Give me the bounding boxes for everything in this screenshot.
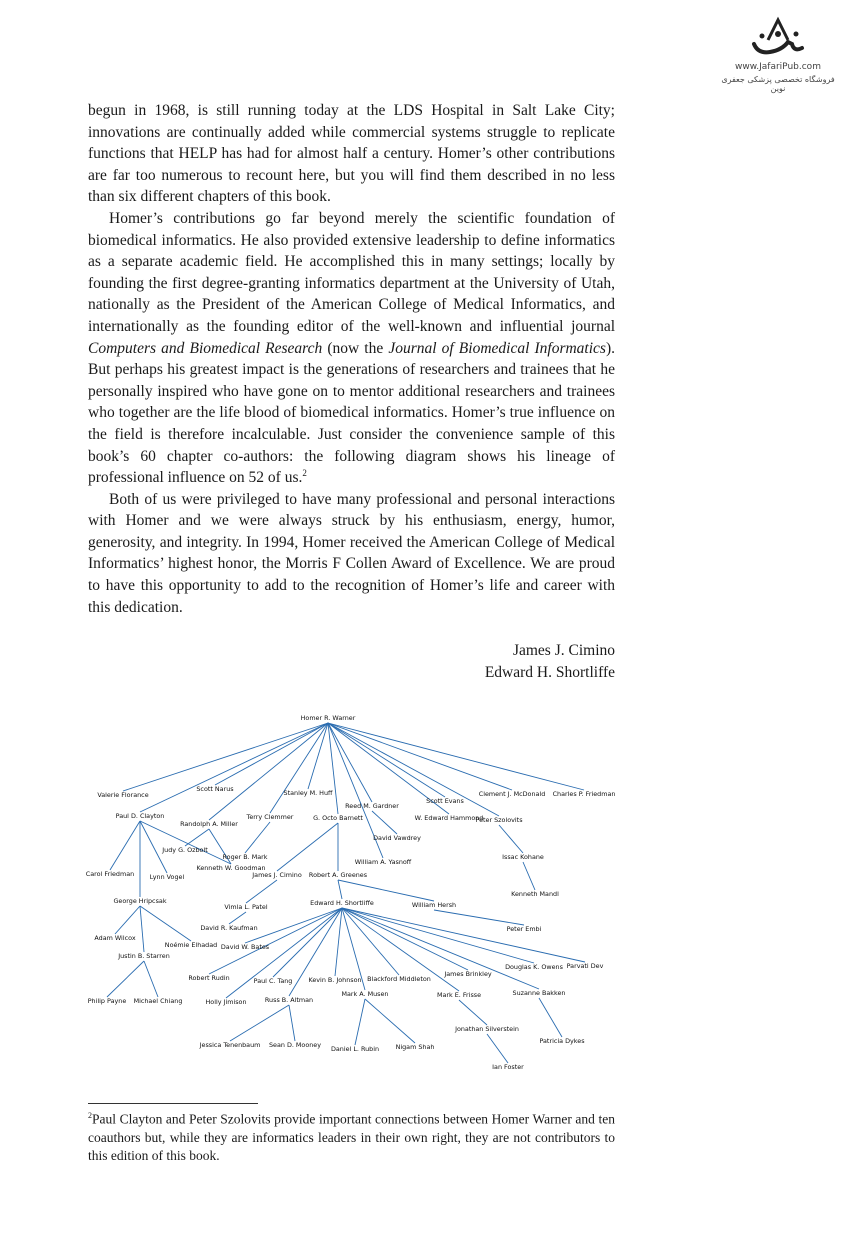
diagram-edge-shortliffe-dev	[342, 908, 585, 962]
diagram-node-owens: Douglas K. Owens	[505, 963, 563, 971]
diagram-node-mark: Roger B. Mark	[222, 853, 268, 861]
diagram-edge-starren-payne	[107, 961, 144, 997]
paragraph-2-part-a: Homer’s contributions go far beyond merely the scientific foundation of biomedical informatics. He also provided extensive leadership to define informatics as a separate academic field. He accomplished this in many settings; locally by founding the first degree-granting informatics department at the University of Utah, nationally as the President of the American College of Medical Informatics, and internationally as the founding editor of the well-known and influential journal	[88, 209, 615, 335]
diagram-edge-altman-tenenbaum	[230, 1005, 289, 1041]
diagram-edge-hripcsak-elhadad	[140, 906, 191, 941]
diagram-edge-barnett-cimino	[277, 823, 338, 871]
diagram-node-huff: Stanley M. Huff	[283, 789, 333, 797]
diagram-node-musen: Mark A. Musen	[341, 990, 389, 998]
diagram-node-mooney: Sean D. Mooney	[268, 1041, 322, 1049]
footnote-divider	[88, 1103, 258, 1104]
signature-1: James J. Cimino	[512, 642, 615, 659]
diagram-node-bakken: Suzanne Bakken	[512, 989, 566, 997]
paragraph-2	[88, 208, 615, 489]
diagram-node-middleton: Blackford Middleton	[367, 975, 431, 983]
diagram-node-yasnoff: William A. Yasnoff	[354, 858, 412, 866]
diagram-node-barnett: G. Octo Barnett	[313, 814, 363, 822]
footnote	[88, 1107, 615, 1165]
diagram-node-clemmer: Terry Clemmer	[246, 813, 294, 821]
diagram-edge-warner-miller	[209, 723, 328, 820]
diagram-edge-greenes-shortliffe	[338, 880, 342, 899]
diagram-edge-patel-kaufman	[229, 912, 246, 924]
diagram-node-rubin: Daniel L. Rubin	[330, 1045, 380, 1053]
logo-url[interactable]: www.JafariPub.com	[735, 62, 821, 72]
diagram-edge-altman-mooney	[289, 1005, 295, 1041]
diagram-edge-bakken-dykes	[539, 998, 562, 1037]
diagram-node-gardner: Reed M. Gardner	[345, 802, 399, 810]
diagram-edge-szolovits-kohane	[499, 825, 523, 853]
diagram-node-cfriedman: Carol Friedman	[85, 870, 135, 878]
footnote-text: Paul Clayton and Peter Szolovits provide important connections between Homer Warner and ten coauthors but, while they are informatics leaders in their own right, they are not contributors to this edition of this book.	[88, 1111, 615, 1163]
diagram-node-patel: Vimla L. Patel	[224, 903, 268, 911]
paragraph-3: Both of us were privileged to have many professional and personal interactions with Homer and we were always struck by his enthusiasm, energy, humor, generosity, and integrity. In 1994, Homer received the American College of Medical Informatics’ highest honor, the Morris F Collen Award of Excellence. We are proud to have this opportunity to add to the recognition of Homer’s life and career with this dedication.	[88, 490, 615, 616]
diagram-edge-hripcsak-wilcox	[115, 906, 140, 934]
diagram-node-jimison: Holly Jimison	[205, 998, 247, 1006]
diagram-node-silverstein: Jonathan Silverstein	[455, 1025, 519, 1033]
diagram-edge-shortliffe-bates	[245, 908, 342, 943]
diagram-edge-starren-chiang	[144, 961, 158, 997]
diagram-edge-warner-mcdonald	[328, 723, 512, 790]
footnote-marker: 2	[88, 1111, 92, 1120]
diagram-node-frisse: Mark E. Frisse	[436, 991, 482, 999]
diagram-edge-greenes-hersh	[338, 880, 434, 901]
diagram-node-kaufman: David R. Kaufman	[200, 924, 258, 932]
diagram-node-tang: Paul C. Tang	[253, 977, 293, 985]
diagram-node-cimino: James J. Cimino	[252, 871, 302, 879]
footnote-reference[interactable]: 2	[302, 467, 307, 478]
diagram-node-bates: David W. Bates	[220, 943, 270, 951]
diagram-edge-cimino-patel	[246, 880, 277, 903]
paragraph-2-part-c: ). But perhaps his greatest impact is the generations of researchers and trainees that he personally inspired who have gone on to mentor additional researchers and trainees who together are the life blood of biomedical informatics. Homer’s true influence on the field is therefore incalculable. Just consider the convenience sample of this book’s 60 chapter co-authors: the following diagram shows his lineage of professional influence on 52 of us.	[88, 339, 615, 487]
diagram-node-elhadad: Noémie Elhadad	[164, 941, 218, 949]
diagram-node-chiang: Michael Chiang	[133, 997, 183, 1005]
diagram-node-embi: Peter Embi	[506, 925, 542, 933]
diagram-node-florance: Valerie Florance	[97, 791, 149, 799]
jafari-logo-icon	[748, 14, 808, 60]
diagram-edge-warner-evans	[328, 723, 445, 797]
diagram-edge-hripcsak-starren	[140, 906, 144, 952]
diagram-node-wilcox: Adam Wilcox	[94, 934, 136, 942]
signature-block	[350, 640, 615, 684]
diagram-edge-warner-narus	[215, 723, 328, 785]
diagram-edge-kohane-mandl	[523, 862, 535, 890]
diagram-node-mandl: Kenneth Mandl	[511, 890, 559, 898]
diagram-node-warner: Homer R. Warner	[300, 714, 356, 722]
paragraph-1: begun in 1968, is still running today at the LDS Hospital in Salt Lake City; innovations are continually added while commercial systems struggle to replicate functions that HELP has had for almost half a century. Homer’s other contributions are far too numerous to recount here, but you will find them described in no less than six different chapters of this book.	[88, 102, 615, 206]
diagram-node-payne: Philip Payne	[87, 997, 127, 1005]
signature-2: Edward H. Shortliffe	[484, 664, 615, 681]
diagram-edge-musen-rubin	[355, 999, 365, 1045]
diagram-node-starren: Justin B. Starren	[118, 952, 170, 960]
diagram-node-dykes: Patricia Dykes	[539, 1037, 585, 1045]
diagram-edge-frisse-silverstein	[459, 1000, 487, 1025]
paragraph-2-part-b: (now the	[322, 339, 389, 357]
diagram-edge-warner-friedman	[328, 723, 584, 790]
diagram-edge-warner-huff	[308, 723, 328, 789]
diagram-edge-gardner-vawdrey	[372, 811, 397, 834]
diagram-node-ozbolt: Judy G. Ozbolt	[162, 846, 208, 854]
diagram-node-evans: Scott Evans	[426, 797, 464, 805]
diagram-node-rudin: Robert Rudin	[188, 974, 230, 982]
diagram-node-hripcsak: George Hripcsak	[113, 897, 167, 905]
diagram-node-dev: Parvati Dev	[566, 962, 604, 970]
diagram-edge-musen-shah	[365, 999, 415, 1043]
journal-title-2: Journal of Biomedical Informatics	[388, 339, 606, 357]
diagram-edge-shortliffe-tang	[273, 908, 342, 977]
diagram-edge-hersh-embi	[434, 910, 524, 925]
diagram-node-shah: Nigam Shah	[395, 1043, 435, 1051]
logo-caption: فروشگاه تخصصی پزشکی جعفری نوین	[721, 75, 835, 93]
diagram-node-goodman: Kenneth W. Goodman	[196, 864, 266, 872]
diagram-edge-warner-barnett	[328, 723, 338, 814]
diagram-node-vogel: Lynn Vogel	[149, 873, 185, 881]
diagram-nodes	[86, 714, 616, 1071]
diagram-node-vawdrey: David Vawdrey	[373, 834, 421, 842]
lineage-diagram	[80, 706, 620, 1086]
diagram-edge-clayton-cfriedman	[110, 821, 140, 870]
diagram-node-shortliffe: Edward H. Shortliffe	[310, 899, 374, 907]
diagram-edge-silverstein-foster	[487, 1034, 508, 1063]
diagram-edge-miller-ozbolt	[185, 829, 209, 846]
diagram-edge-warner-florance	[123, 723, 328, 791]
journal-title-1: Computers and Biomedical Research	[88, 339, 323, 357]
main-text	[88, 100, 615, 618]
diagram-node-szolovits: Peter Szolovits	[475, 816, 523, 824]
publisher-logo[interactable]	[718, 14, 838, 93]
diagram-node-johnson: Kevin B. Johnson	[308, 976, 362, 984]
diagram-node-foster: Ian Foster	[492, 1063, 524, 1071]
diagram-node-mcdonald: Clement J. McDonald	[478, 790, 546, 798]
diagram-node-altman: Russ B. Altman	[264, 996, 314, 1004]
diagram-node-hammond: W. Edward Hammond	[414, 814, 484, 822]
diagram-node-brinkley: James Brinkley	[444, 970, 492, 978]
diagram-node-tenenbaum: Jessica Tenenbaum	[199, 1041, 261, 1049]
diagram-node-hersh: William Hersh	[411, 901, 457, 909]
diagram-node-greenes: Robert A. Greenes	[308, 871, 368, 879]
diagram-node-clayton: Paul D. Clayton	[115, 812, 165, 820]
diagram-node-narus: Scott Narus	[196, 785, 234, 793]
diagram-edge-shortliffe-middleton	[342, 908, 399, 975]
diagram-node-kohane: Issac Kohane	[502, 853, 544, 861]
diagram-node-miller: Randolph A. Miller	[180, 820, 238, 828]
diagram-edge-clemmer-mark	[245, 822, 270, 853]
diagram-node-friedman: Charles P. Friedman	[552, 790, 616, 798]
